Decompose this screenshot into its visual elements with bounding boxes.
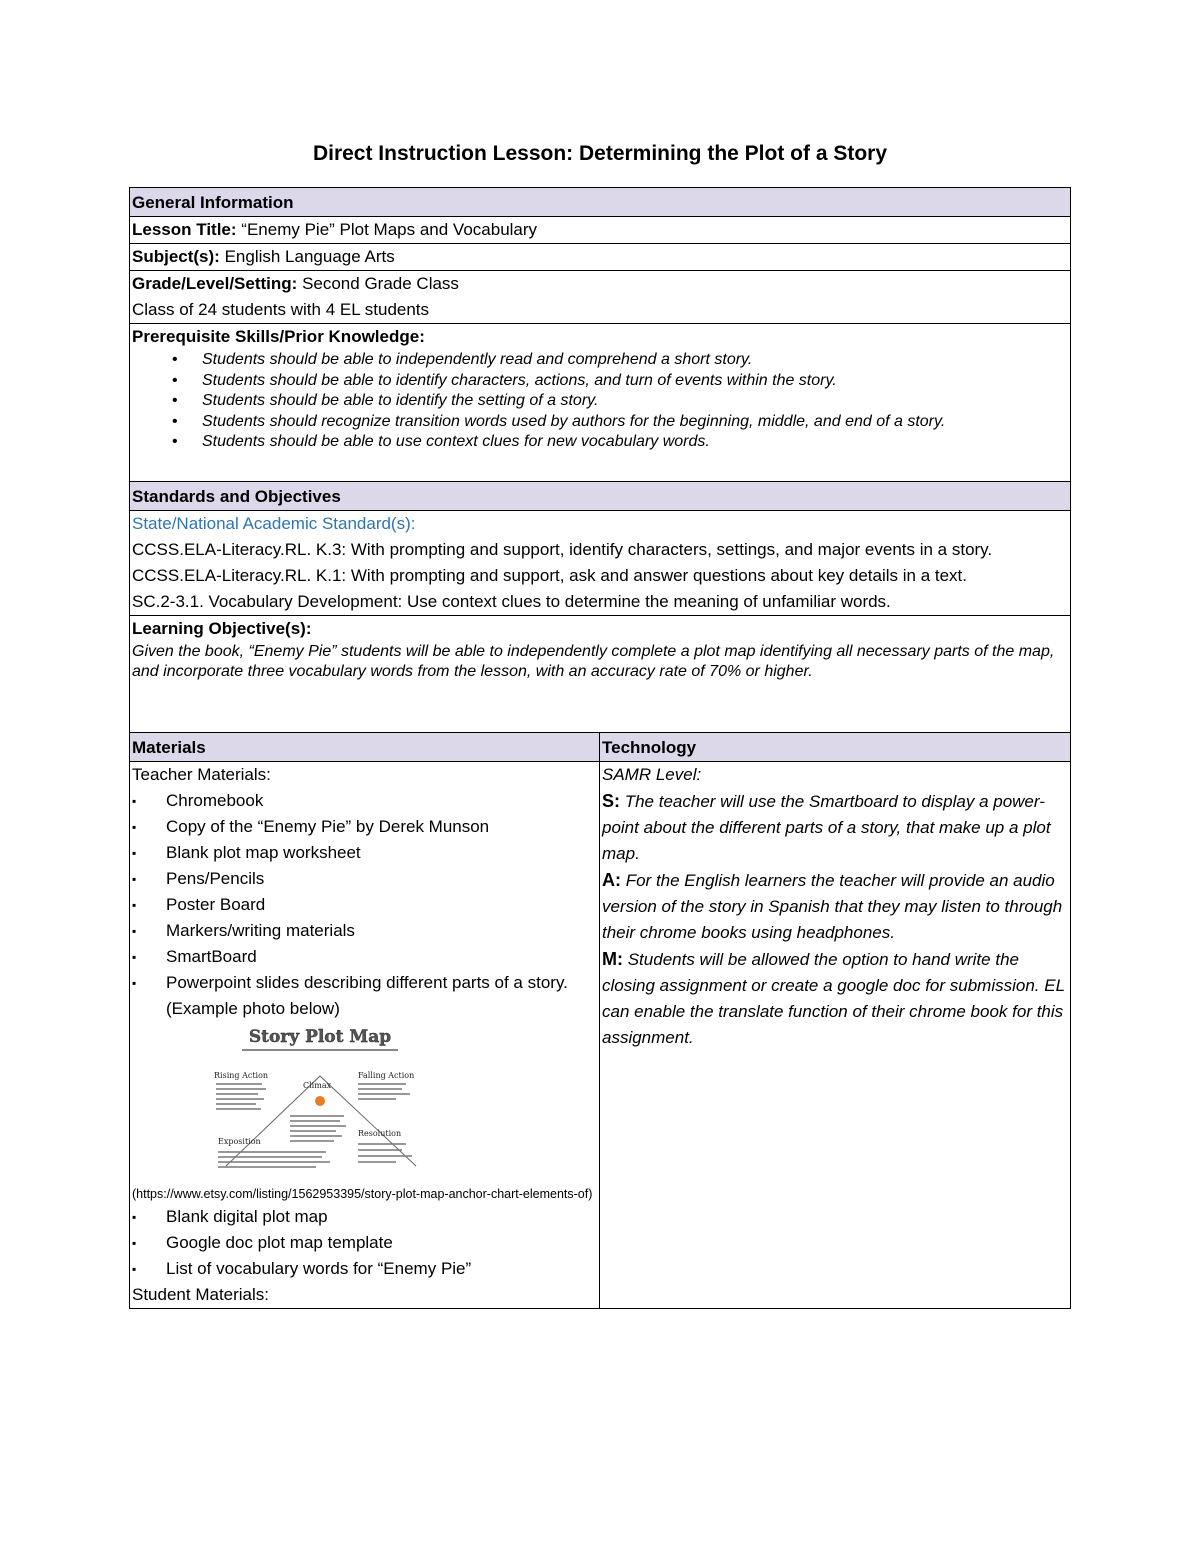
general-information-header: General Information [130, 188, 1071, 217]
subject-value: English Language Arts [224, 247, 395, 266]
subject-row [130, 244, 1071, 271]
standards-objectives-header: Standards and Objectives [130, 481, 1071, 510]
photo-title: Story Plot Map [248, 1026, 392, 1047]
list-item: ▪ Poster Board [132, 892, 597, 918]
grade-label: Grade/Level/Setting: [132, 274, 298, 293]
samr-letter: A: [602, 869, 621, 890]
photo-source-url: (https://www.etsy.com/listing/1562953395/story-plot-map-anchor-chart-elements-of) [132, 1186, 593, 1201]
standard-code: CCSS.ELA-Literacy.RL. K.3: [132, 539, 347, 559]
standards-label: State/National Academic Standard(s): [132, 513, 416, 533]
prereq-list [132, 350, 1068, 453]
photo-label-resolution: Resolution [358, 1128, 402, 1138]
list-item: • Students should recognize transition words used by authors for the beginning, middle, and end of a story. [172, 412, 1068, 433]
samr-label: SAMR Level: [602, 764, 702, 784]
list-item: ▪ Blank digital plot map [132, 1204, 597, 1230]
grade-row [130, 271, 1071, 324]
photo-label-climax: Climax [303, 1080, 332, 1090]
teacher-materials-list-2 [132, 1204, 597, 1282]
grade-value: Second Grade Class [302, 274, 459, 293]
list-item: ▪ Chromebook [132, 788, 597, 814]
lesson-plan-table [129, 187, 1071, 1309]
prereq-label: Prerequisite Skills/Prior Knowledge: [132, 327, 425, 346]
class-info: Class of 24 students with 4 EL students [132, 300, 430, 319]
lesson-title-row [130, 217, 1071, 244]
materials-header: Materials [130, 732, 600, 761]
document-title: Direct Instruction Lesson: Determining the Plot of a Story [312, 142, 888, 165]
samr-text: Students will be allowed the option to hand write the closing assignment or create a google doc for submission. EL can enable the translate function of their chrome book for this assignment. [602, 949, 1065, 1047]
technology-cell [600, 761, 1071, 1308]
objective-text: Given the book, “Enemy Pie” students will be able to independently complete a plot map identifying all necessary parts of the map, and incorporate three vocabulary words from the lesson, with an accuracy rate of 70% or higher. [132, 642, 1055, 680]
samr-letter: M: [602, 948, 623, 969]
objective-row [130, 615, 1071, 732]
list-item: • Students should be able to use context clues for new vocabulary words. [172, 432, 1068, 453]
samr-entry [602, 946, 1068, 1051]
plot-map-photo [206, 1026, 434, 1184]
samr-entry [602, 867, 1068, 946]
standard-code: CCSS.ELA-Literacy.RL. K.1: [132, 565, 347, 585]
standard-text: Vocabulary Development: Use context clues to determine the meaning of unfamiliar words. [203, 591, 891, 611]
list-item: ▪ SmartBoard [132, 944, 597, 970]
materials-cell [130, 761, 600, 1308]
photo-label-rising: Rising Action [214, 1070, 269, 1080]
prereq-row [130, 324, 1071, 482]
samr-letter: S: [602, 790, 620, 811]
list-item: ▪ Blank plot map worksheet [132, 840, 597, 866]
teacher-materials-list [132, 788, 597, 1022]
standard-text: With prompting and support, ask and answer questions about key details in a text. [346, 565, 968, 585]
list-item: • Students should be able to independently read and comprehend a short story. [172, 350, 1068, 371]
lesson-title-value: “Enemy Pie” Plot Maps and Vocabulary [241, 220, 538, 239]
student-materials-label: Student Materials: [132, 1284, 270, 1304]
list-item: ▪ Powerpoint slides describing different parts of a story. (Example photo below) [132, 970, 597, 1022]
list-item: ▪ Markers/writing materials [132, 918, 597, 944]
samr-text: The teacher will use the Smartboard to display a power-point about the different parts of a story, that make up a plot map. [602, 791, 1051, 863]
standard-code: SC.2-3.1. [132, 591, 204, 611]
teacher-materials-label: Teacher Materials: [132, 764, 271, 784]
standard-item [132, 563, 1068, 589]
standard-item [132, 537, 1068, 563]
standards-row [130, 510, 1071, 615]
photo-label-exposition: Exposition [218, 1136, 261, 1146]
list-item: ▪ Pens/Pencils [132, 866, 597, 892]
photo-label-falling: Falling Action [358, 1070, 415, 1080]
lesson-title-label: Lesson Title: [132, 220, 237, 239]
list-item: • Students should be able to identify characters, actions, and turn of events within the story. [172, 371, 1068, 392]
samr-entry [602, 788, 1068, 867]
list-item: ▪ List of vocabulary words for “Enemy Pie” [132, 1256, 597, 1282]
standard-item [132, 589, 1068, 615]
subject-label: Subject(s): [132, 247, 220, 266]
list-item: ▪ Google doc plot map template [132, 1230, 597, 1256]
list-item: ▪ Copy of the “Enemy Pie” by Derek Munson [132, 814, 597, 840]
objective-label: Learning Objective(s): [132, 618, 312, 638]
standard-text: With prompting and support, identify characters, settings, and major events in a story. [346, 539, 993, 559]
list-item: • Students should be able to identify the setting of a story. [172, 391, 1068, 412]
technology-header: Technology [600, 732, 1071, 761]
climax-icon [315, 1096, 325, 1106]
samr-text: For the English learners the teacher will provide an audio version of the story in Spanish that they may listen to through their chrome books using headphones. [602, 870, 1063, 942]
